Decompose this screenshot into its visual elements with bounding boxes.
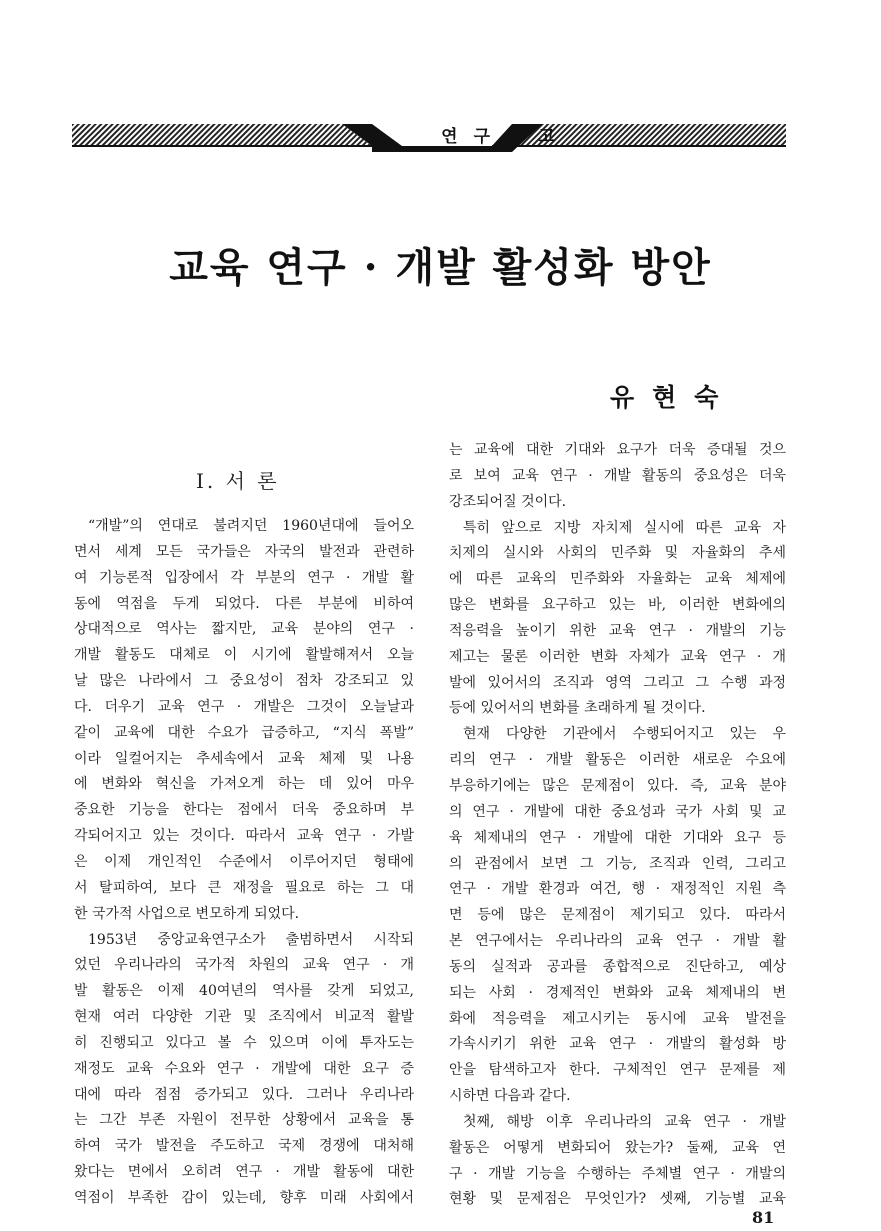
text-line: 히 진행되고 있다고 볼 수 있으며 이에 투자도는 — [74, 1034, 414, 1051]
text-line: 다. 더우기 교육 연구 · 개발은 그것이 오늘날과 — [74, 698, 414, 715]
text-line: 제고는 물론 이러한 변화 자체가 교육 연구 · 개 — [449, 648, 786, 665]
text-line: 안을 탐색하고자 한다. 구체적인 연구 문제를 제 — [449, 1062, 786, 1079]
text-line: 발에 있어서의 조직과 영역 그리고 그 수행 과정 — [449, 674, 786, 691]
text-line: 서 탈피하여, 보다 큰 재정을 필요로 하는 그 대 — [74, 879, 414, 896]
left-column — [74, 514, 414, 1212]
text-line: 의 연구 · 개발에 대한 중요성과 국가 사회 및 교 — [449, 803, 786, 820]
text-line: 은 이제 개인적인 수준에서 이루어지던 형태에 — [74, 853, 414, 870]
text-line: 면서 세계 모든 국가들은 자국의 발전과 관련하 — [74, 543, 414, 560]
text-line: 가속시키기 위한 교육 연구 · 개발의 활성화 방 — [449, 1036, 786, 1053]
right-column — [449, 438, 786, 1213]
text-line: 시하면 다음과 같다. — [449, 1088, 571, 1105]
text-line: 구 · 개발 기능을 수행하는 주체별 연구 · 개발의 — [449, 1165, 786, 1182]
text-line: 되는 사회 · 경제적인 변화와 교육 체제내의 변 — [449, 984, 786, 1001]
text-line: 본 연구에서는 우리나라의 교육 연구 · 개발 활 — [449, 933, 786, 950]
text-line: 대에 따라 점점 증가되고 있다. 그러나 우리나라 — [74, 1086, 414, 1103]
text-line: 에 변화와 혁신을 가져오게 하는 데 있어 마우 — [74, 776, 414, 793]
section-banner — [72, 118, 786, 156]
text-line: 상대적으로 역사는 짧지만, 교육 분야의 연구 · — [74, 621, 414, 638]
article-title: 교육 연구 · 개발 활성화 방안 — [169, 244, 712, 291]
text-line: 육 체제내의 연구 · 개발에 대한 기대와 요구 등 — [449, 829, 786, 846]
text-line: 화에 적응력을 제고시키는 동시에 교육 발전을 — [449, 1010, 786, 1027]
text-line: 개발 활동도 대체로 이 시기에 활발해져서 오늘 — [74, 647, 414, 664]
page-number: 81 — [752, 1208, 775, 1227]
text-line: 활동은 어떻게 변화되어 왔는가? 둘째, 교육 연 — [449, 1139, 786, 1156]
text-line: 현재 다양한 기관에서 수행되어지고 있는 우 — [463, 726, 786, 743]
text-line: 면 등에 많은 문제점이 제기되고 있다. 따라서 — [449, 907, 786, 924]
text-line: 로 보여 교육 연구 · 개발 활동의 중요성은 더욱 — [449, 467, 786, 484]
text-line: 1953년 중앙교육연구소가 출범하면서 시작되 — [88, 931, 414, 948]
text-line: 는 그간 부존 자원이 전무한 상황에서 교육을 통 — [74, 1112, 414, 1129]
text-line: 현재 여러 다양한 기관 및 조직에서 비교적 활발 — [74, 1009, 414, 1026]
text-line: 치제의 실시와 사회의 민주화 및 자율화의 추세 — [449, 545, 786, 562]
text-line: 등에 있어서의 변화를 초래하게 될 것이다. — [449, 700, 706, 717]
text-line: 역점이 부족한 감이 있는데, 향후 미래 사회에서 — [74, 1189, 414, 1206]
text-line: 한 국가적 사업으로 변모하게 되었다. — [74, 905, 300, 922]
text-line: 같이 교육에 대한 수요가 급증하고, “지식 폭발” — [74, 724, 414, 741]
text-line: 왔다는 면에서 오히려 연구 · 개발 활동에 대한 — [74, 1164, 414, 1181]
text-line: 부응하기에는 많은 문제점이 있다. 즉, 교육 분야 — [449, 777, 786, 794]
text-line: 강조되어질 것이다. — [449, 493, 567, 510]
text-line: “개발”의 연대로 불려지던 1960년대에 들어오 — [88, 518, 414, 534]
text-line: 특히 앞으로 지방 자치제 실시에 따른 교육 자 — [463, 519, 786, 536]
text-line: 동의 실적과 공과를 종합적으로 진단하고, 예상 — [449, 958, 786, 975]
text-line: 하여 국가 발전을 주도하고 국제 경쟁에 대처해 — [74, 1138, 414, 1155]
text-line: 현황 및 문제점은 무엇인가? 셋째, 기능별 교육 — [449, 1191, 786, 1208]
text-line: 각되어지고 있는 것이다. 따라서 교육 연구 · 가발 — [74, 828, 414, 845]
text-line: 연구 · 개발 환경과 여건, 행 · 재정적인 지원 측 — [449, 881, 786, 898]
text-line: 는 교육에 대한 기대와 요구가 더욱 증대될 것으 — [449, 442, 786, 458]
text-line: 많은 변화를 요구하고 있는 바, 이러한 변화에의 — [449, 597, 786, 614]
text-line: 이라 일컬어지는 추세속에서 교육 체제 및 나용 — [74, 750, 414, 767]
banner-label: 연구보고 — [441, 127, 571, 147]
text-line: 적응력을 높이기 위한 교육 연구 · 개발의 기능 — [449, 622, 786, 639]
text-line: 발 활동은 이제 40여년의 역사를 갖게 되었고, — [74, 983, 414, 1000]
text-line: 에 따른 교육의 민주화와 자율화는 교육 체제에 — [449, 571, 786, 588]
text-line: 중요한 기능을 한다는 점에서 더욱 중요하며 부 — [74, 802, 414, 819]
text-line: 재정도 교육 수요와 연구 · 개발에 대한 요구 증 — [74, 1060, 414, 1077]
text-line: 의 관점에서 보면 그 기능, 조직과 인력, 그리고 — [449, 855, 786, 872]
section-heading: Ⅰ. 서 론 — [196, 469, 280, 493]
author-name: 유현숙 — [610, 383, 737, 412]
text-line: 날 많은 나라에서 그 중요성이 점차 강조되고 있 — [74, 673, 414, 690]
text-line: 리의 연구 · 개발 활동은 이러한 새로운 수요에 — [449, 752, 786, 769]
text-line: 여 기능론적 입장에서 각 부분의 연구 · 개발 활 — [74, 569, 414, 586]
text-line: 었던 우리나라의 국가적 차원의 교육 연구 · 개 — [74, 957, 414, 974]
text-line: 동에 역점을 두게 되었다. 다른 부분에 비하여 — [74, 595, 414, 612]
text-line: 첫째, 해방 이후 우리나라의 교육 연구 · 개발 — [463, 1113, 786, 1130]
